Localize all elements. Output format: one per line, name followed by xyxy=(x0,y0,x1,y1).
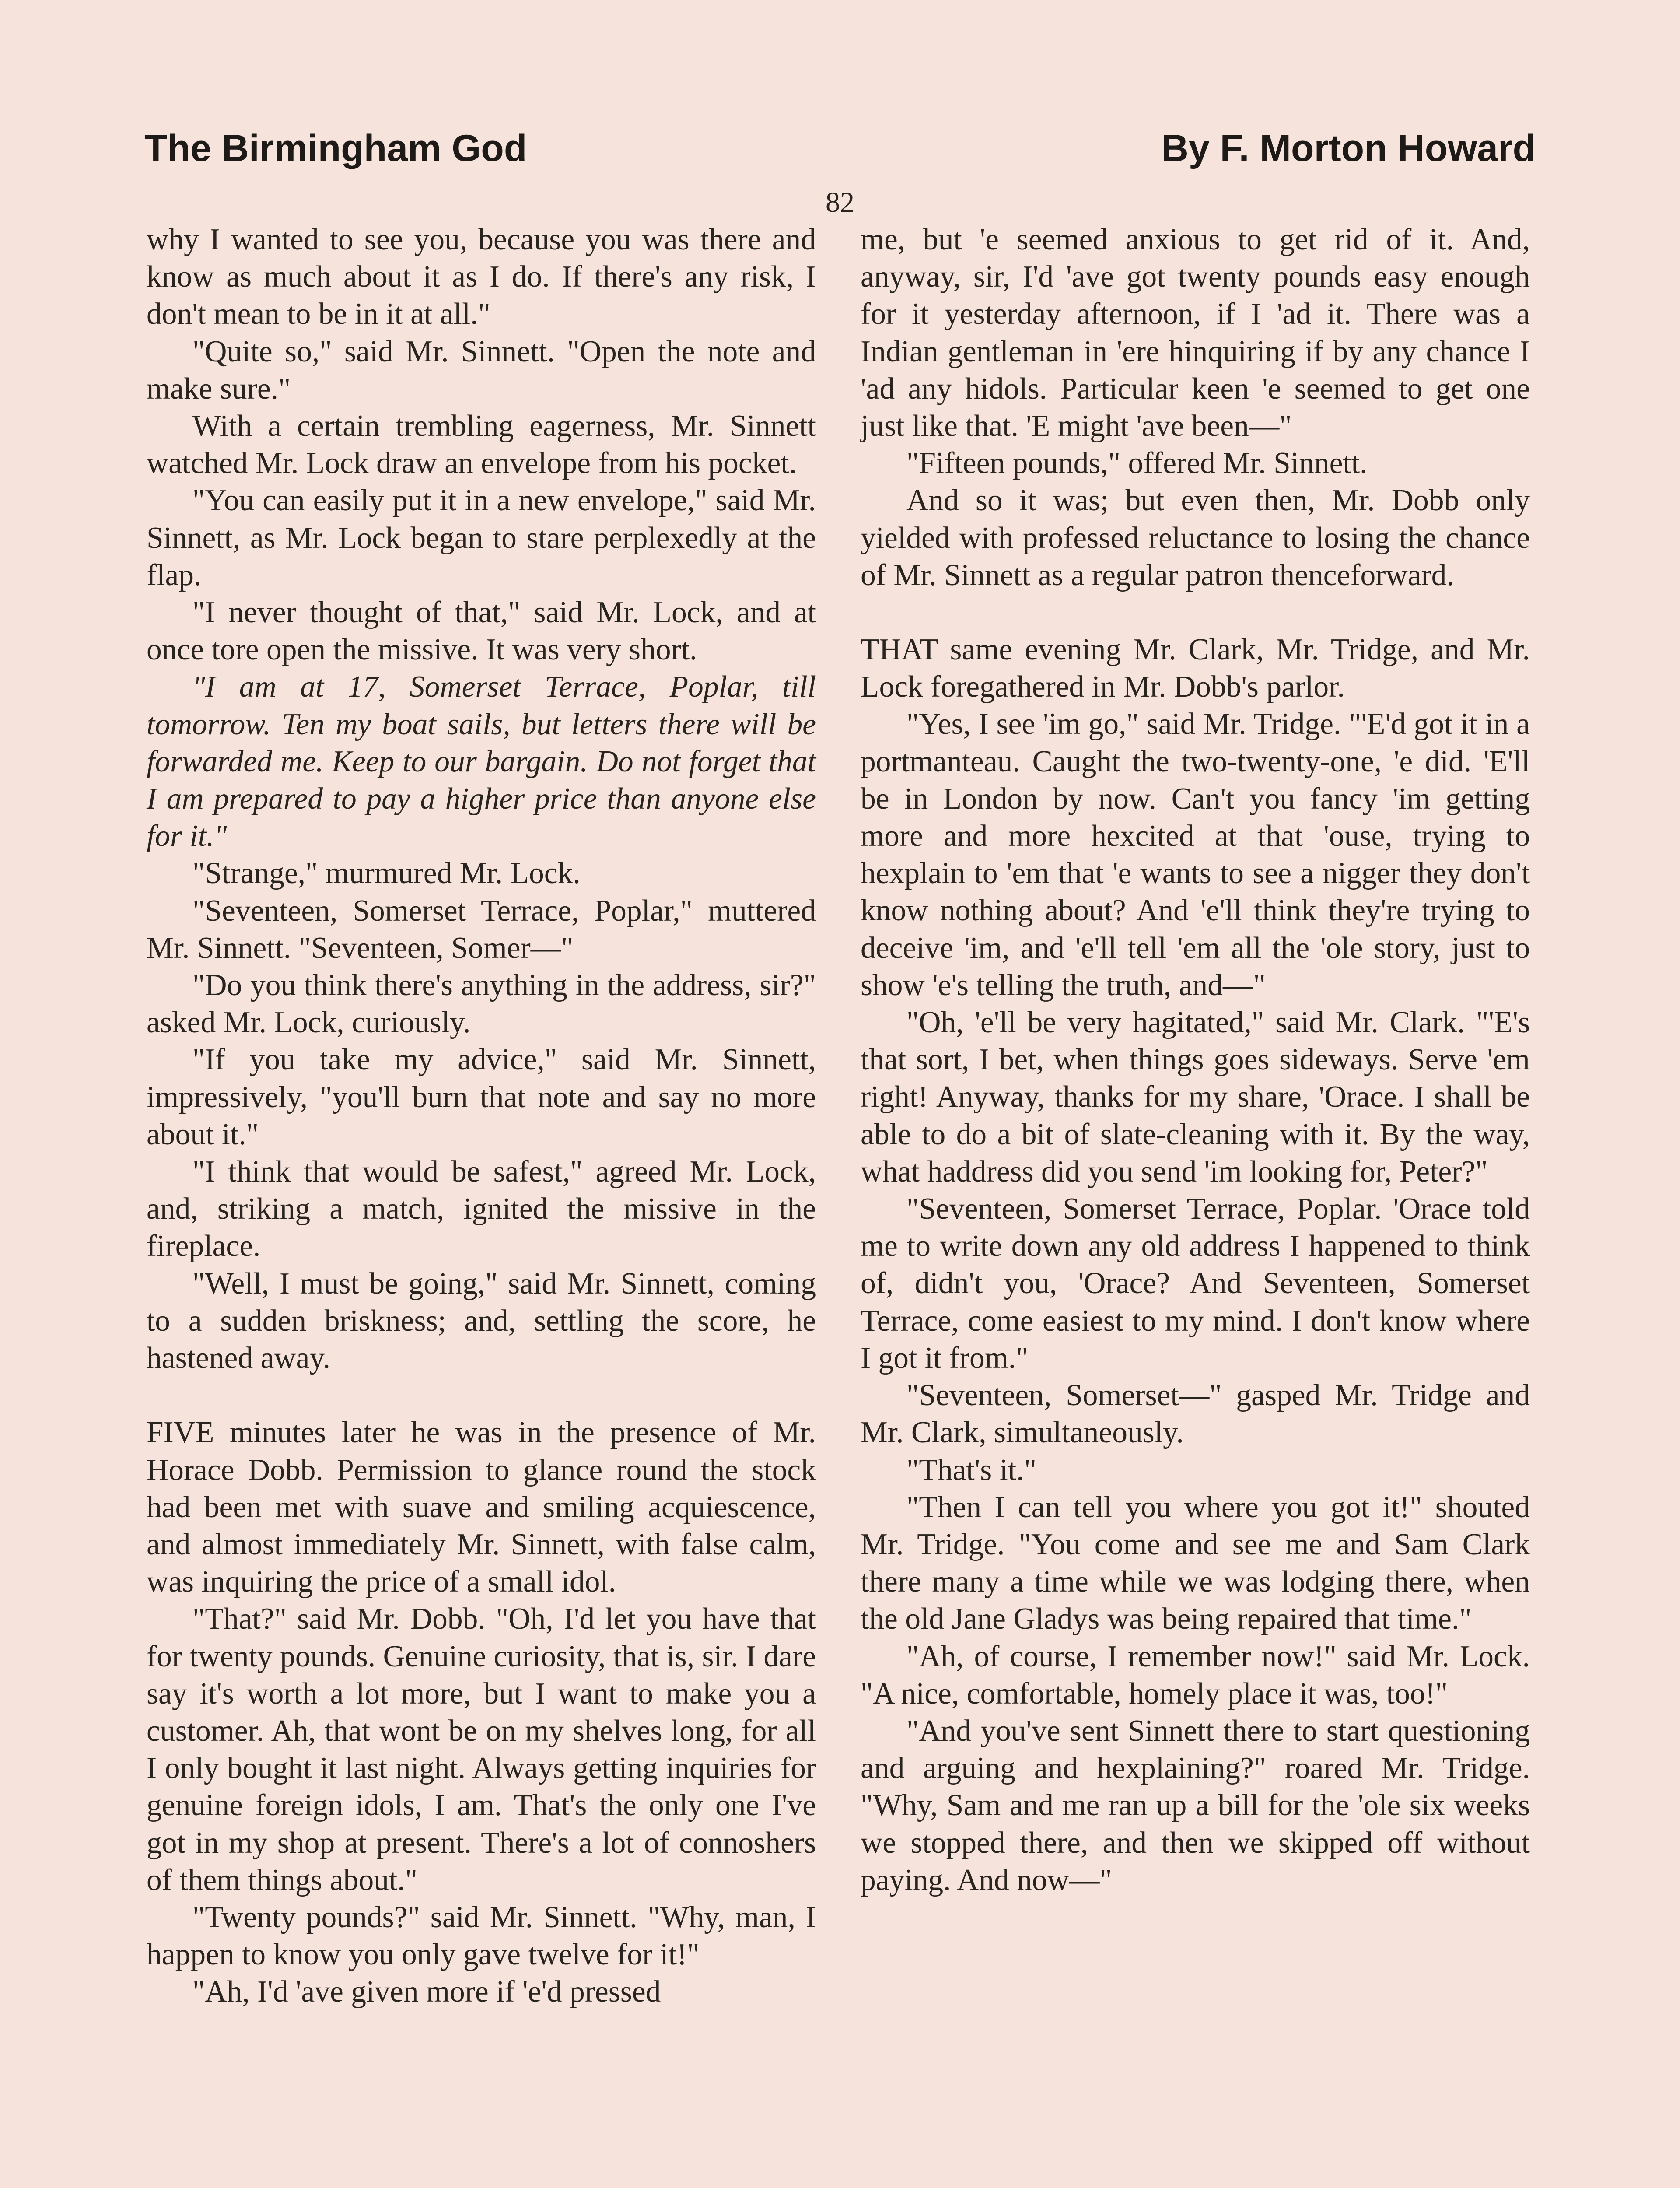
paragraph: "Quite so," said Mr. Sinnett. "Open the note and make sure." xyxy=(147,334,816,406)
section-paragraph: THAT same evening Mr. Clark, Mr. Tridge, and Mr. Lock foregathered in Mr. Dobb's parlor. xyxy=(861,633,1530,704)
paragraph: "That?" said Mr. Dobb. "Oh, I'd let you have that for twenty pounds. Genuine curiosity, that is, sir. I dare say it's worth a lot more, but I want to make you a customer. Ah, that wont be on my shelves long, for all I only bought it last night. Always getting inquiries for genuine foreign idols, I am. That's the only one I've got in my shop at present. There's a lot of connoshers of them things about." xyxy=(147,1602,816,1897)
paragraph: "Then I can tell you where you got it!" shouted Mr. Tridge. "You come and see me and Sam Clark there many a time while we was lodging there, when the old Jane Gladys was being repaired that time." xyxy=(861,1490,1530,1636)
paragraph: "Seventeen, Somerset Terrace, Poplar. 'Orace told me to write down any old address I happened to think of, didn't you, 'Orace? And Seventeen, Somerset Terrace, come easiest to my mind. I don't know where I got it from." xyxy=(861,1192,1530,1375)
paragraph: "Seventeen, Somerset—" gasped Mr. Tridge and Mr. Clark, simultaneously. xyxy=(861,1378,1530,1450)
story-title: The Birmingham God xyxy=(144,127,527,169)
paragraph: "That's it." xyxy=(906,1453,1037,1487)
page-number: 82 xyxy=(826,186,854,218)
paragraph: "If you take my advice," said Mr. Sinnett, impressively, "you'll burn that note and say no more about it." xyxy=(147,1043,816,1151)
story-author: By F. Morton Howard xyxy=(1161,127,1536,169)
paragraph: "You can easily put it in a new envelope," said Mr. Sinnett, as Mr. Lock began to stare perplexedly at the flap. xyxy=(147,484,816,592)
paragraph: "Do you think there's anything in the address, sir?" asked Mr. Lock, curiously. xyxy=(147,968,816,1040)
paragraph: "Seventeen, Somerset Terrace, Poplar," muttered Mr. Sinnett. "Seventeen, Somer—" xyxy=(147,894,816,965)
paragraph: "Strange," murmured Mr. Lock. xyxy=(192,856,581,891)
paragraph: me, but 'e seemed anxious to get rid of it. And, anyway, sir, I'd 'ave got twenty pounds easy enough for it yesterday afternoon, if I 'ad it. There was a Indian gentleman in 'ere hinquiring if by any chance I 'ad any hidols. Particular keen 'e seemed to get one just like that. 'E might 'ave been—" xyxy=(861,223,1530,443)
left-column xyxy=(147,221,816,2011)
letter-text: "I am at 17, Somerset Terrace, Poplar, till tomorrow. Ten my boat sails, but letters there will be forwarded me. Keep to our bargain. Do not forget that I am prepared to pay a higher price than anyone else for it." xyxy=(147,670,816,853)
section-paragraph: FIVE minutes later he was in the presence of Mr. Horace Dobb. Permission to glance round the stock had been met with suave and smiling acquiescence, and almost immediately Mr. Sinnett, with false calm, was inquiring the price of a small idol. xyxy=(147,1416,816,1599)
paragraph: why I wanted to see you, because you was there and know as much about it as I do. If there's any risk, I don't mean to be in it at all." xyxy=(147,223,816,331)
page-header xyxy=(144,127,1536,188)
paragraph: "I think that would be safest," agreed Mr. Lock, and, striking a match, ignited the missive in the fireplace. xyxy=(147,1155,816,1263)
paragraph: "And you've sent Sinnett there to start questioning and arguing and hexplaining?" roared Mr. Tridge. "Why, Sam and me ran up a bill for the 'ole six weeks we stopped there, and then we skipped off without paying. And now—" xyxy=(861,1714,1530,1897)
paragraph: "Fifteen pounds," offered Mr. Sinnett. xyxy=(906,446,1368,480)
paragraph: With a certain trembling eagerness, Mr. Sinnett watched Mr. Lock draw an envelope from his pocket. xyxy=(147,409,816,480)
paragraph: "Twenty pounds?" said Mr. Sinnett. "Why, man, I happen to know you only gave twelve for it!" xyxy=(147,1900,816,1972)
paragraph: "Well, I must be going," said Mr. Sinnett, coming to a sudden briskness; and, settling the score, he hastened away. xyxy=(147,1266,816,1375)
paragraph: "Ah, I'd 'ave given more if 'e'd pressed xyxy=(192,1975,661,2009)
paragraph: "Ah, of course, I remember now!" said Mr. Lock. "A nice, comfortable, homely place it was, too!" xyxy=(861,1639,1530,1711)
paragraph: "Oh, 'e'll be very hagitated," said Mr. Clark. "'E's that sort, I bet, when things goes sideways. Serve 'em right! Anyway, thanks for my share, 'Orace. I shall be able to do a bit of slate-cleaning with it. By the way, what haddress did you send 'im looking for, Peter?" xyxy=(861,1006,1530,1189)
paragraph: And so it was; but even then, Mr. Dobb only yielded with professed reluctance to losing the chance of Mr. Sinnett as a regular patron thenceforward. xyxy=(861,484,1530,592)
paragraph: "Yes, I see 'im go," said Mr. Tridge. "'E'd got it in a portmanteau. Caught the two-twenty-one, 'e did. 'E'll be in London by now. Can't you fancy 'im getting more and more hexcited at that 'ouse, trying to hexplain to 'em that 'e wants to see a nigger they don't know nothing about? And 'e'll think they're trying to deceive 'im, and 'e'll tell 'em all the 'ole story, just to show 'e's telling the truth, and—" xyxy=(861,707,1530,1002)
paragraph: "I never thought of that," said Mr. Lock, and at once tore open the missive. It was very short. xyxy=(147,596,816,667)
right-column xyxy=(861,221,1530,1899)
